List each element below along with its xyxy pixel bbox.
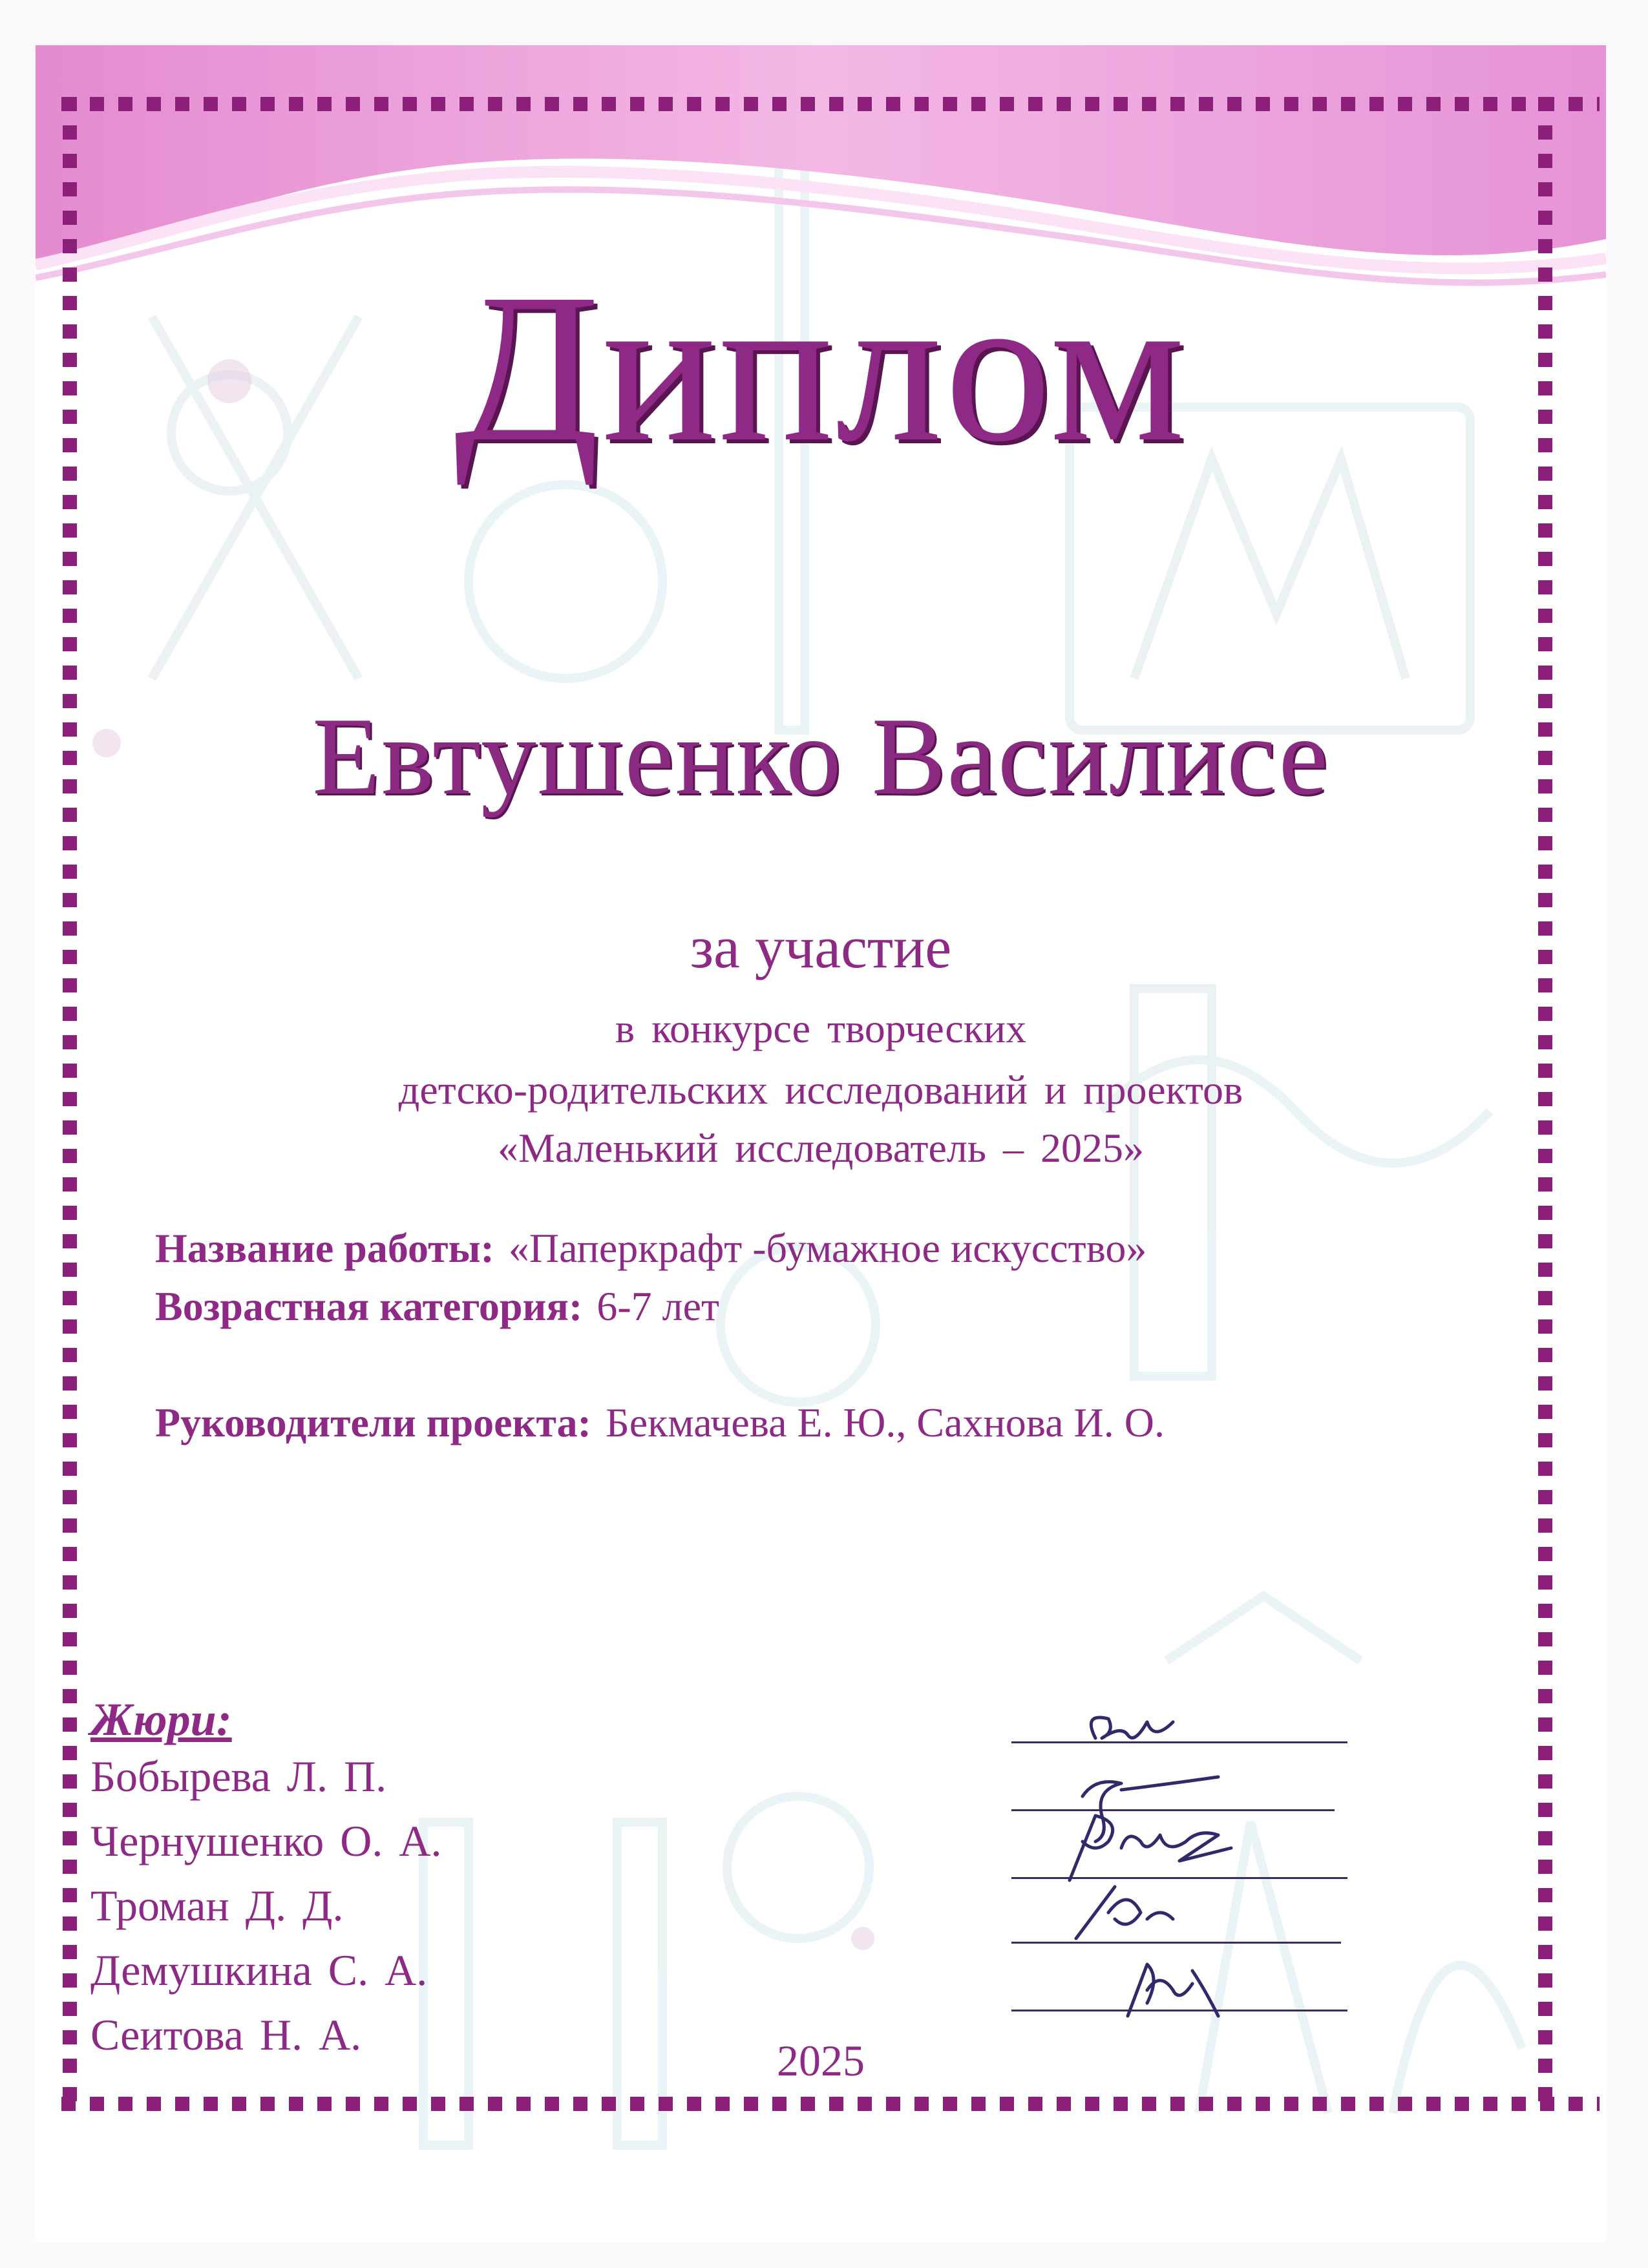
diploma-year: 2025 bbox=[777, 2036, 865, 2085]
jury-member: Бобырева Л. П. bbox=[90, 1752, 387, 1801]
contest-line-1: в конкурсе творческих bbox=[615, 1005, 1027, 1051]
dotted-border-top bbox=[61, 97, 1600, 111]
age-category-row bbox=[155, 1283, 719, 1329]
jury-list bbox=[90, 1754, 442, 2077]
age-category-value: 6-7 лет bbox=[597, 1283, 719, 1329]
contest-line-2: детско-родительских исследований и проектов bbox=[398, 1067, 1243, 1113]
jury-member: Чернушенко О. А. bbox=[90, 1816, 442, 1865]
handwritten-signatures bbox=[998, 1699, 1399, 2061]
project-leaders-value: Бекмачева Е. Ю., Сахнова И. О. bbox=[605, 1400, 1165, 1445]
dotted-border-bottom bbox=[61, 2097, 1600, 2111]
diploma-page bbox=[36, 45, 1606, 2242]
work-title-row bbox=[155, 1225, 1147, 1271]
recipient-name: Евтушенко Василисе bbox=[312, 695, 1329, 818]
jury-member: Троман Д. Д. bbox=[90, 1881, 344, 1930]
contest-line-3: «Маленький исследователь – 2025» bbox=[498, 1125, 1144, 1171]
award-reason: за участие bbox=[690, 914, 952, 980]
jury-member: Демушкина С. А. bbox=[90, 1946, 428, 1995]
project-leaders-row bbox=[155, 1402, 1165, 1444]
work-title-label: Название работы: bbox=[155, 1225, 494, 1271]
age-category-label: Возрастная категория: bbox=[155, 1283, 583, 1329]
work-title-value: «Паперкрафт -бумажное искусство» bbox=[508, 1225, 1147, 1271]
diploma-title: Диплом bbox=[454, 250, 1188, 486]
jury-heading: Жюри: bbox=[90, 1694, 232, 1745]
signatures-block bbox=[998, 1699, 1399, 2061]
project-leaders-label: Руководители проекта: bbox=[155, 1400, 591, 1445]
jury-member: Сеитова Н. А. bbox=[90, 2010, 362, 2059]
